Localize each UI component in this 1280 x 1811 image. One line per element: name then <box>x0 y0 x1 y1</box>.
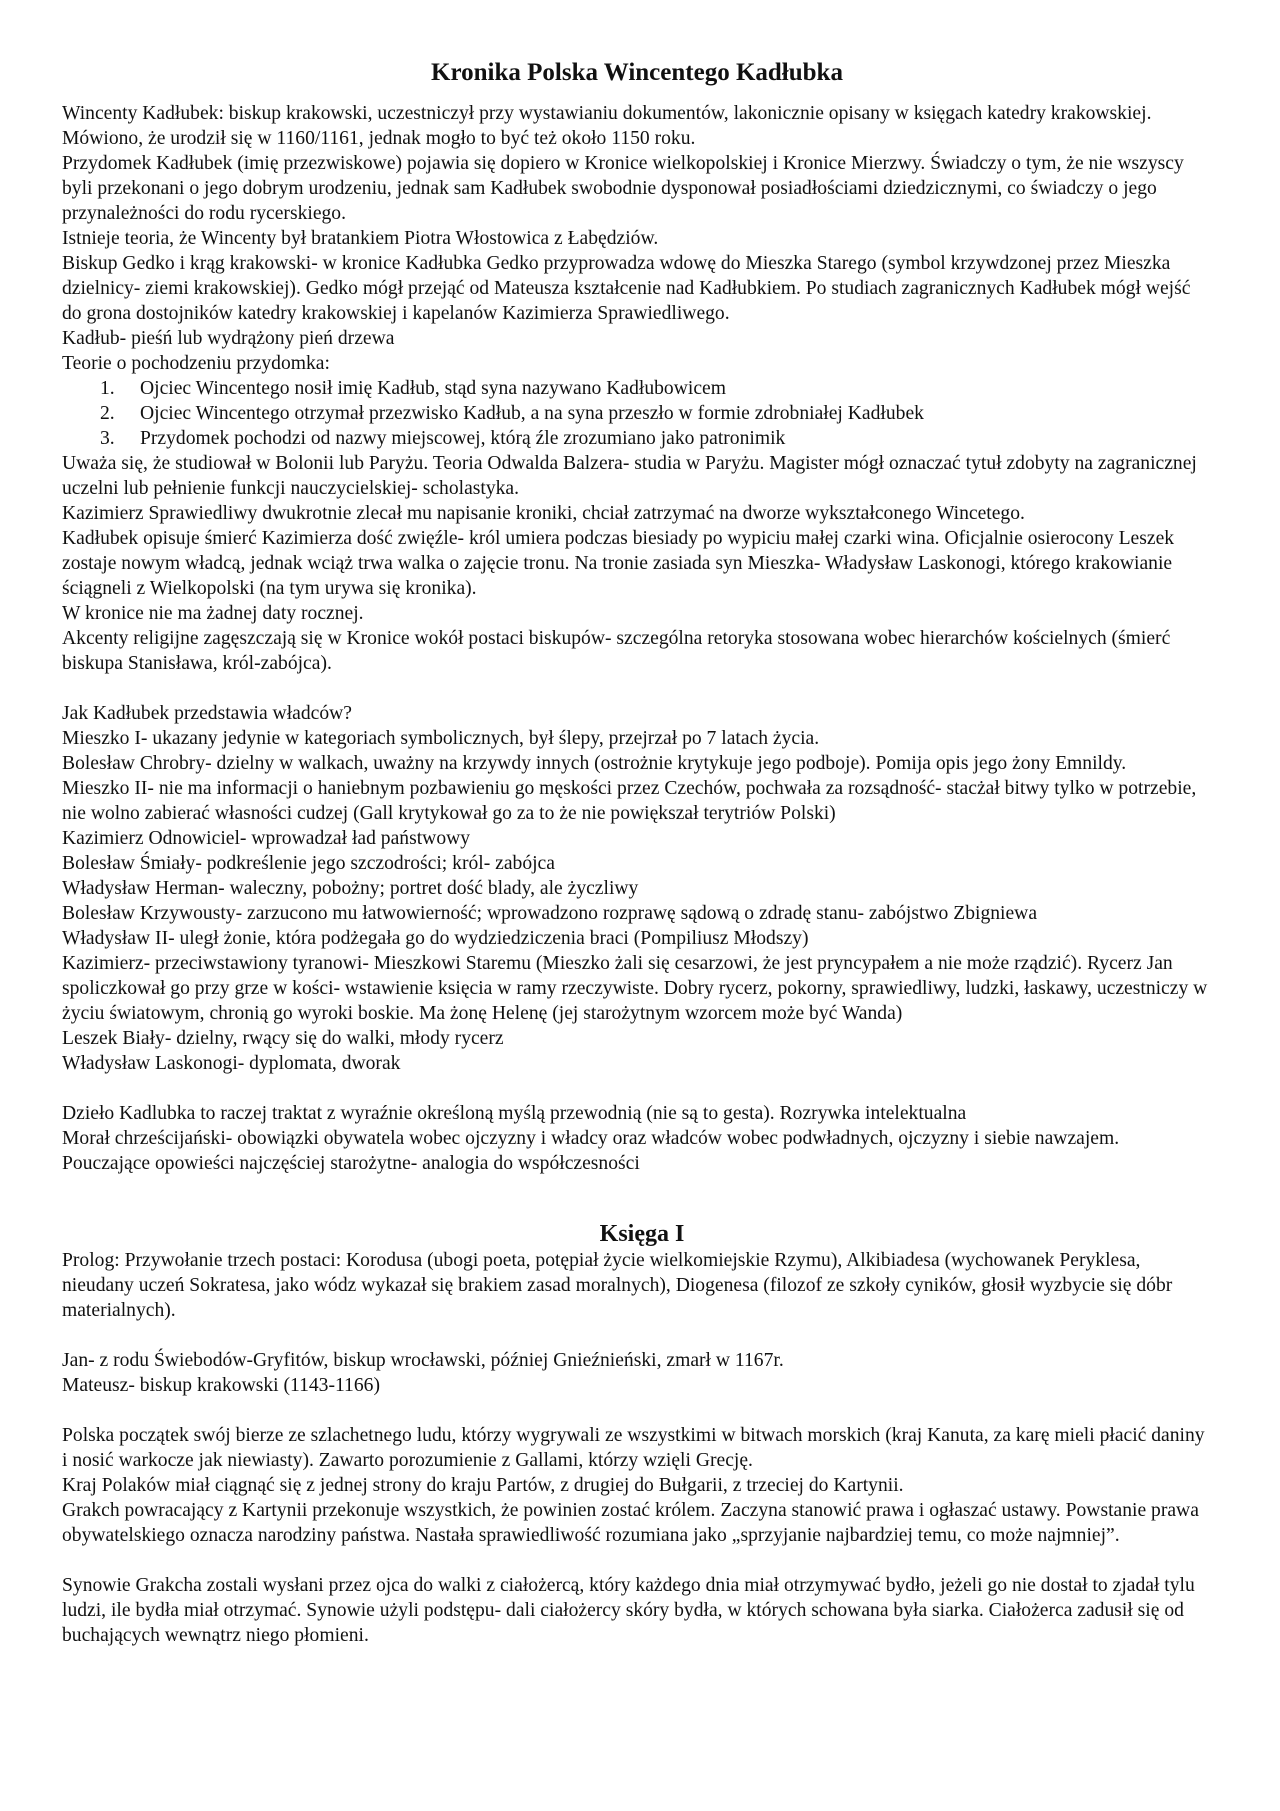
book-title: Księga I <box>599 1221 685 1247</box>
paragraph: Wincenty Kadłubek: biskup krakowski, uczestniczył przy wystawianiu dokumentów, lakonicznie opisany w księgach katedry krakowskiej. Mówiono, że urodził się w 1160/1161, jednak mogło to być też około 1150 roku. <box>62 103 1152 149</box>
document-page <box>62 58 1212 1648</box>
document-title: Kronika Polska Wincentego Kadłubka <box>431 59 843 86</box>
list-item <box>62 401 1212 426</box>
paragraph: Synowie Grakcha zostali wysłani przez ojca do walki z ciałożercą, który każdego dnia miał otrzymywać bydło, jeżeli go nie dostał to zjadał tylu ludzi, ile bydła miał otrzymać. Synowie użyli podstępu- dali ciałożercy skóry bydła, w których schowana była siarka. Ciałożerca zadusił się od buchających wewnątrz niego płomieni. <box>62 1575 1195 1646</box>
paragraph: W kronice nie ma żadnej daty rocznej. <box>62 603 364 624</box>
list-item-text: Ojciec Wincentego otrzymał przezwisko Kadłub, a na syna przeszło w formie zdrobniałej Kadłubek <box>140 403 924 424</box>
blank-line <box>62 1398 1212 1423</box>
paragraph: Mieszko II- nie ma informacji o haniebnym pozbawieniu go męskości przez Czechów, pochwała za rozsądność- stacżał bitwy tylko w potrzebie, nie wolno zabierać własności cudzej (Gall krytykował go za to że nie powiększał terytriów Polski) <box>62 778 1197 824</box>
paragraph: Bolesław Chrobry- dzielny w walkach, uważny na krzywdy innych (ostrożnie krytykuje jego podboje). Pomija opis jego żony Emnildy. <box>62 753 1127 774</box>
paragraph: Kraj Polaków miał ciągnąć się z jednej strony do kraju Partów, z drugiej do Bułgarii, z trzeciej do Kartynii. <box>62 1475 904 1496</box>
paragraph: Istnieje teoria, że Wincenty był bratankiem Piotra Włostowica z Łabędziów. <box>62 228 659 249</box>
list-item-text: Przydomek pochodzi od nazwy miejscowej, którą źle zrozumiano jako patronimik <box>140 428 786 449</box>
biography-section <box>62 451 1212 676</box>
list-number: 1. <box>100 378 115 399</box>
list-number: 2. <box>100 403 115 424</box>
list-item <box>62 376 1212 401</box>
list-item-text: Ojciec Wincentego nosił imię Kadłub, stąd syna nazywano Kadłubowicem <box>140 378 726 399</box>
paragraph: Biskup Gedko i krąg krakowski- w kronice Kadłubka Gedko przyprowadza wdowę do Mieszka Starego (symbol krzywdzonej przez Mieszka dzielnicy- ziemi krakowskiej). Gedko mógł przejąć od Mateusza kształcenie nad Kadłubkiem. Po studiach zagranicznych Kadłubek mógł wejść do grona dostojników katedry krakowskiej i kapelanów Kazimierza Sprawiedliwego. <box>62 253 1191 324</box>
blank-line <box>62 1323 1212 1348</box>
paragraph: Dzieło Kadlubka to raczej traktat z wyraźnie określoną myślą przewodnią (nie są to gesta). Rozrywka intelektualna <box>62 1103 967 1124</box>
paragraph: Kazimierz Sprawiedliwy dwukrotnie zlecał mu napisanie kroniki, chciał zatrzymać na dworze wykształconego Wincetego. <box>62 503 1025 524</box>
blank-line <box>62 1076 1212 1101</box>
theories-list <box>62 376 1212 451</box>
intro-section <box>62 101 1212 376</box>
book-section <box>62 1248 1212 1648</box>
paragraph: Bolesław Śmiały- podkreślenie jego szczodrości; król- zabójca <box>62 853 555 874</box>
prolog-paragraph: Prolog: Przywołanie trzech postaci: Korodusa (ubogi poeta, potępiał życie wielkomiejskie Rzymu), Alkibiadesa (wychowanek Peryklesa, nieudany uczeń Sokratesa, jako wódz wykazał się brakiem zasad moralnych), Diogenesa (filozof ze szkoły cyników, głosił wyzbycie się dóbr materialnych). <box>62 1250 1173 1321</box>
paragraph: Przydomek Kadłubek (imię przezwiskowe) pojawia się dopiero w Kronice wielkopolskiej i Kronice Mierzwy. Świadczy o tym, że nie wszyscy byli przekonani o jego dobrym urodzeniu, jednak sam Kadłubek swobodnie dysponował posiadłościami dziedzicznymi, co świadczy o jego przynależności do rodu rycerskiego. <box>62 153 1184 224</box>
list-item <box>62 426 1212 451</box>
paragraph: Grakch powracający z Kartynii przekonuje wszystkich, że powinien zostać królem. Zaczyna stanowić prawa i ogłaszać ustawy. Powstanie prawa obywatelskiego oznacza narodziny państwa. Nastała sprawiedliwość rozumiana jako „sprzyjanie najbardziej temu, co może najmniej”. <box>62 1500 1199 1546</box>
paragraph: Polska początek swój bierze ze szlachetnego ludu, którzy wygrywali ze wszystkimi w bitwach morskich (kraj Kanuta, za karę mieli płacić daniny i nosić warkocze jak niewiasty). Zawarto porozumienie z Gallami, którzy wzięli Grecję. <box>62 1425 1205 1471</box>
paragraph: Władysław Laskonogi- dyplomata, dworak <box>62 1053 401 1074</box>
rulers-question: Jak Kadłubek przedstawia władców? <box>62 703 352 724</box>
paragraph: Uważa się, że studiował w Bolonii lub Paryżu. Teoria Odwalda Balzera- studia w Paryżu. Magister mógł oznaczać tytuł zdobyty na zagranicznej uczelni lub pełnienie funkcji nauczycielskiej- scholastyka. <box>62 453 1197 499</box>
paragraph: Leszek Biały- dzielny, rwący się do walki, młody rycerz <box>62 1028 504 1049</box>
paragraph: Kadłub- pieśń lub wydrążony pień drzewa <box>62 328 395 349</box>
paragraph: Bolesław Krzywousty- zarzucono mu łatwowierność; wprowadzono rozprawę sądową o zdradę stanu- zabójstwo Zbigniewa <box>62 903 1038 924</box>
paragraph: Mateusz- biskup krakowski (1143-1166) <box>62 1375 380 1396</box>
blank-line <box>62 1548 1212 1573</box>
paragraph: Mieszko I- ukazany jedynie w kategoriach symbolicznych, był ślepy, przejrzał po 7 latach życia. <box>62 728 820 749</box>
paragraph: Władysław Herman- waleczny, pobożny; portret dość blady, ale życzliwy <box>62 878 639 899</box>
blank-line <box>62 1176 1212 1220</box>
paragraph: Kazimierz- przeciwstawiony tyranowi- Mieszkowi Staremu (Mieszko żali się cesarzowi, że jest pryncypałem a nie może rządzić). Rycerz Jan spoliczkował go przy grze w kości- wstawienie księcia w ramy rzeczywiste. Dobry rycerz, pokorny, sprawiedliwy, ludzki, łaskawy, uczestniczy w życiu światowym, chronią go wyroki boskie. Ma żonę Helenę (jej starożytnym wzorcem może być Wanda) <box>62 953 1208 1024</box>
paragraph: Władysław II- uległ żonie, która podżegała go do wydziedziczenia braci (Pompiliusz Młodszy) <box>62 928 809 949</box>
paragraph: Teorie o pochodzeniu przydomka: <box>62 353 330 374</box>
paragraph: Jan- z rodu Świebodów-Gryfitów, biskup wrocławski, później Gnieźnieński, zmarł w 1167r. <box>62 1350 784 1371</box>
list-number: 3. <box>100 428 115 449</box>
paragraph: Morał chrześcijański- obowiązki obywatela wobec ojczyzny i władcy oraz władców wobec podwładnych, ojczyzny i siebie nawzajem. Pouczające opowieści najczęściej starożytne- analogia do współczesności <box>62 1128 1120 1174</box>
paragraph: Kazimierz Odnowiciel- wprowadzał ład państwowy <box>62 828 471 849</box>
blank-line <box>62 676 1212 701</box>
paragraph: Kadłubek opisuje śmierć Kazimierza dość zwięźle- król umiera podczas biesiady po wypiciu małej czarki wina. Oficjalnie osierocony Leszek zostaje nowym władcą, jednak wciąż trwa walka o zajęcie tronu. Na tronie zasiada syn Mieszka- Władysław Laskonogi, którego krakowianie ściągneli z Wielkopolski (na tym urywa się kronika). <box>62 528 1175 599</box>
conclusion-section <box>62 1101 1212 1176</box>
rulers-section <box>62 701 1212 1076</box>
paragraph: Akcenty religijne zagęszczają się w Kronice wokół postaci biskupów- szczególna retoryka stosowana wobec hierarchów kościelnych (śmierć biskupa Stanisława, król-zabójca). <box>62 628 1171 674</box>
